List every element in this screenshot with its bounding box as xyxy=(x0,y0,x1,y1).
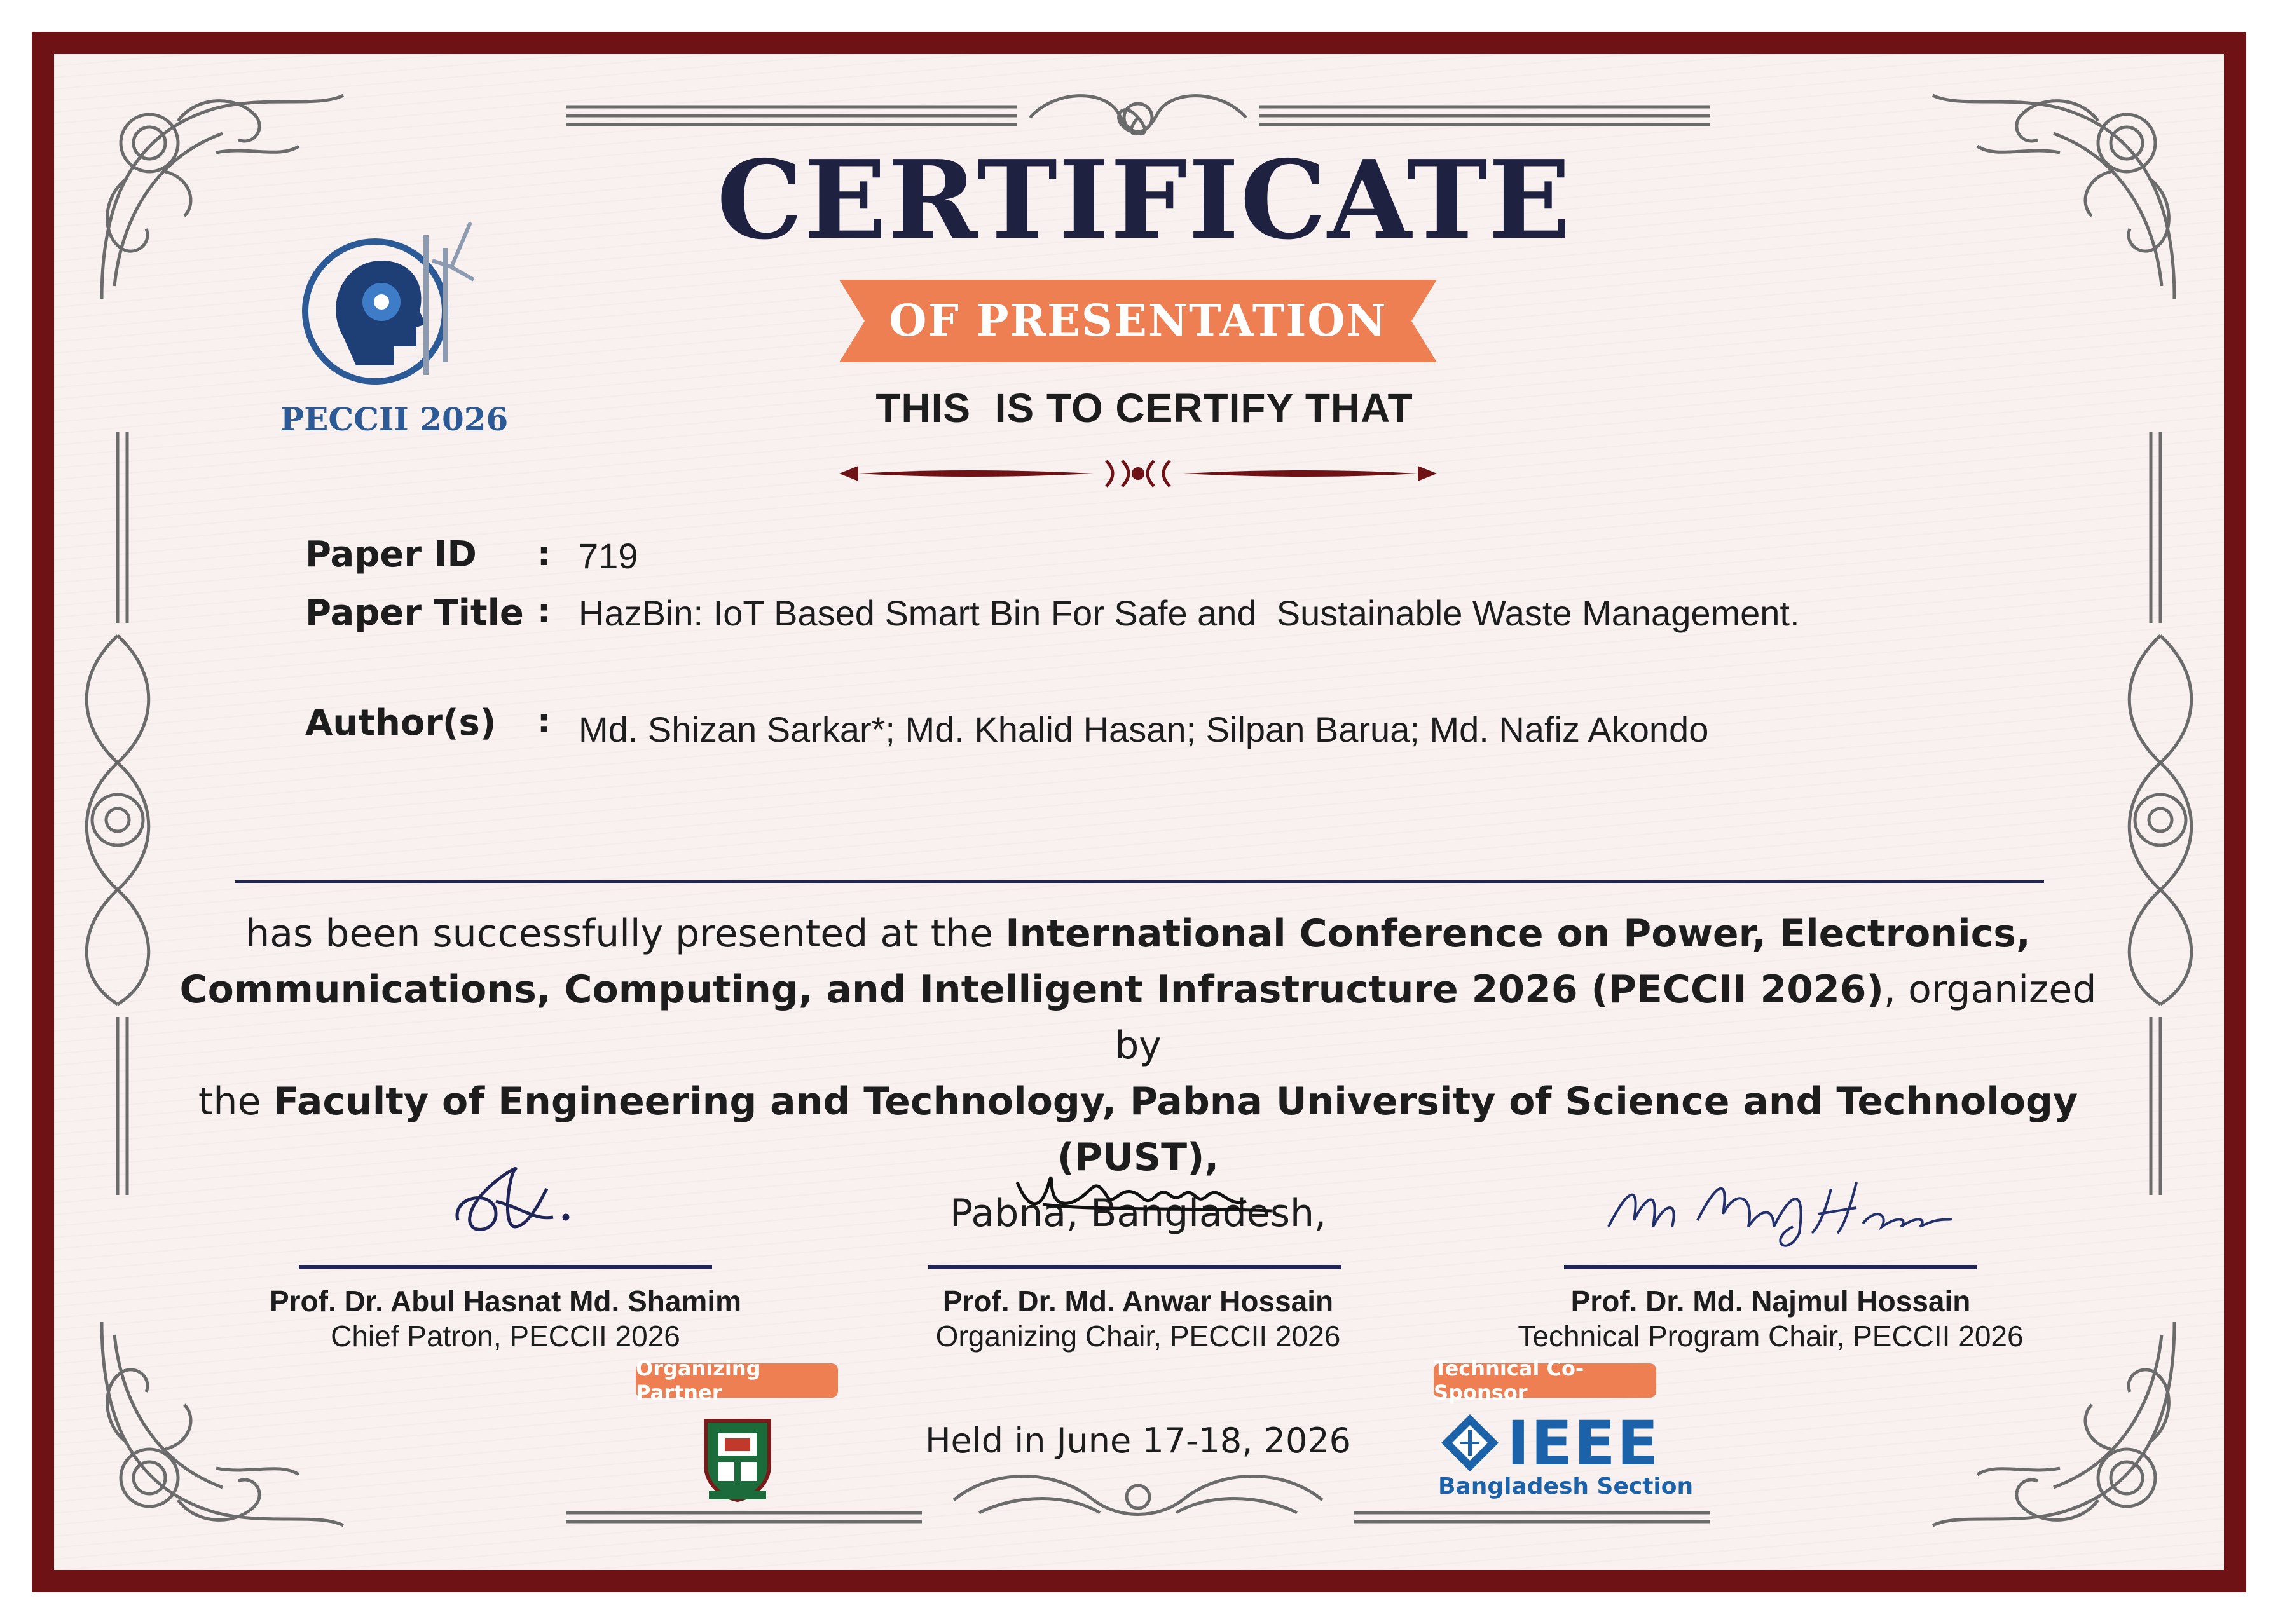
organizer-location: Pabna, Bangladesh, xyxy=(949,1191,1327,1236)
paper-id-colon: : xyxy=(537,535,551,573)
signature-line-2 xyxy=(928,1265,1341,1269)
conference-name-part2: Communications, Computing, and Intelligent Infrastructure 2026 (PECCII 2026) xyxy=(179,967,1884,1012)
ieee-section-text: Bangladesh Section xyxy=(1438,1473,1694,1499)
ieee-logo-text: IEEE xyxy=(1507,1408,1660,1479)
signatory-3-role: Technical Program Chair, PECCII 2026 xyxy=(1518,1320,2024,1353)
conference-logo-label: PECCII 2026 xyxy=(280,400,509,438)
technical-sponsor-badge: Technical Co-Sponsor xyxy=(1434,1363,1656,1398)
certify-line: THIS IS TO CERTIFY THAT xyxy=(875,385,1413,431)
conference-name-part1: International Conference on Power, Electronics, xyxy=(1005,911,2031,956)
details-divider xyxy=(235,880,2044,883)
signatory-3-name: Prof. Dr. Md. Najmul Hossain xyxy=(1570,1285,1971,1318)
ribbon-label: OF PRESENTATION xyxy=(889,296,1387,346)
organizer-name: Faculty of Engineering and Technology, Pabna University of Science and Technology (PUST), xyxy=(273,1079,2078,1180)
arrow-divider xyxy=(839,454,1437,493)
statement-organized-by: , organized by xyxy=(1115,967,2097,1068)
conference-logo xyxy=(299,210,477,403)
paper-title-value: HazBin: IoT Based Smart Bin For Safe and Sustainable Waste Management. xyxy=(579,593,1800,633)
signatory-1-role: Chief Patron, PECCII 2026 xyxy=(331,1320,680,1353)
certificate-title: CERTIFICATE xyxy=(717,137,1572,264)
ieee-diamond-icon xyxy=(1438,1411,1502,1477)
signature-anwar xyxy=(1005,1157,1284,1242)
authors-value: Md. Shizan Sarkar*; Md. Khalid Hasan; Silpan Barua; Md. Nafiz Akondo xyxy=(579,709,1709,749)
paper-title-colon: : xyxy=(537,592,551,631)
signatory-2-name: Prof. Dr. Md. Anwar Hossain xyxy=(942,1285,1334,1318)
paper-title-label: Paper Title xyxy=(305,592,524,634)
corner-ornament-top-right xyxy=(1920,83,2187,311)
authors-label: Author(s) xyxy=(305,702,497,744)
signature-line-3 xyxy=(1564,1265,1977,1269)
signature-line-1 xyxy=(299,1265,712,1269)
authors-colon: : xyxy=(537,702,551,740)
paper-id-value: 719 xyxy=(579,536,638,576)
statement-the: the xyxy=(198,1079,273,1124)
signature-najmul xyxy=(1602,1163,1958,1255)
paper-id-label: Paper ID xyxy=(305,534,477,575)
organizing-partner-badge: Organizing Partner xyxy=(636,1363,838,1398)
university-crest-logo xyxy=(696,1408,779,1506)
signatory-2-role: Organizing Chair, PECCII 2026 xyxy=(935,1320,1341,1353)
signature-shamim xyxy=(445,1150,585,1248)
statement-text: has been successfully presented at the xyxy=(245,911,1006,956)
signatory-1-name: Prof. Dr. Abul Hasnat Md. Shamim xyxy=(269,1285,742,1318)
event-dates: Held in June 17-18, 2026 xyxy=(924,1421,1352,1461)
